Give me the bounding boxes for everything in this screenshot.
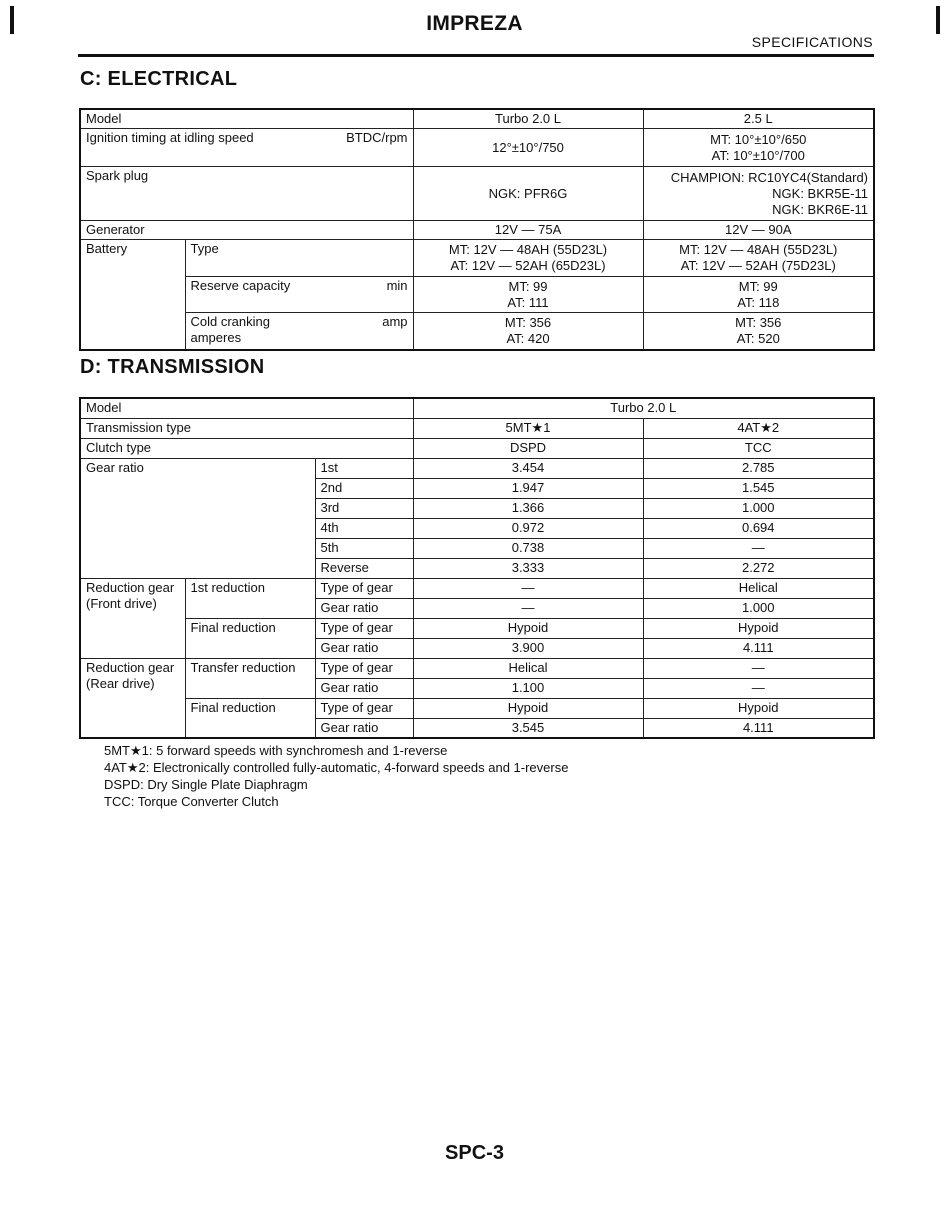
row-at: 1.000	[643, 598, 874, 618]
electrical-section-title: C: ELECTRICAL	[80, 68, 238, 90]
row-mt: Hypoid	[413, 698, 643, 718]
row-at: Hypoid	[643, 618, 874, 638]
gear-name: 1st	[315, 458, 413, 478]
row-at: Helical	[643, 578, 874, 598]
transmission-spec-table	[79, 397, 875, 739]
front-drive-label-2: (Front drive)	[86, 595, 157, 611]
reserve-turbo-at: AT: 111	[507, 294, 549, 310]
row-mt: 3.545	[413, 718, 643, 738]
battery-type-turbo-at: AT: 12V — 52AH (65D23L)	[450, 258, 606, 273]
model-turbo: Turbo 2.0 L	[413, 109, 643, 129]
cranking-na-at: AT: 520	[736, 330, 780, 346]
gear-at: 1.545	[643, 478, 874, 498]
ignition-label	[80, 129, 413, 167]
row-at: 4.111	[643, 718, 874, 738]
table-row	[80, 167, 874, 221]
cranking-turbo-mt: MT: 356	[504, 314, 552, 330]
clutch-type-at: TCC	[643, 438, 874, 458]
battery-type-na	[643, 240, 874, 277]
table-row	[80, 109, 874, 129]
battery-type-na-mt: MT: 12V — 48AH (55D23L)	[679, 242, 838, 257]
gear-at: 2.272	[643, 558, 874, 578]
row-mt: —	[413, 598, 643, 618]
spark-plug-turbo: NGK: PFR6G	[413, 167, 643, 221]
row-name: Gear ratio	[315, 678, 413, 698]
table-row	[80, 277, 874, 313]
front-drive-label	[80, 578, 185, 658]
battery-label: Battery	[80, 240, 185, 350]
table-row	[80, 221, 874, 240]
row-name: Type of gear	[315, 618, 413, 638]
cranking-na-mt: MT: 356	[735, 314, 782, 330]
reserve-capacity-unit: min	[386, 278, 408, 293]
table-row	[80, 618, 874, 638]
spark-plug-na-ngk-2: NGK: BKR6E-11	[772, 201, 869, 217]
footnote: DSPD: Dry Single Plate Diaphragm	[104, 777, 308, 792]
ignition-na-mt: MT: 10°±10°/650	[710, 131, 807, 147]
row-at: 4.111	[643, 638, 874, 658]
header-rule	[78, 54, 874, 57]
row-name: Gear ratio	[315, 598, 413, 618]
front-final-reduction-label: Final reduction	[185, 618, 315, 658]
battery-type-turbo	[413, 240, 643, 277]
gear-name: Reverse	[315, 558, 413, 578]
row-name: Type of gear	[315, 698, 413, 718]
row-at: Hypoid	[643, 698, 874, 718]
row-name: Gear ratio	[315, 718, 413, 738]
rear-drive-label-1: Reduction gear	[86, 659, 175, 675]
row-mt: 3.900	[413, 638, 643, 658]
ignition-na	[643, 129, 874, 167]
document-title: IMPREZA	[426, 12, 523, 35]
table-row	[80, 398, 874, 418]
trans-type-mt: 5MT★1	[413, 418, 643, 438]
gear-mt: 0.972	[413, 518, 643, 538]
clutch-type-label: Clutch type	[80, 438, 413, 458]
ignition-text: Ignition timing at idling speed	[86, 130, 254, 145]
spark-plug-na-ngk-1: NGK: BKR5E-11	[772, 185, 869, 201]
gear-name: 4th	[315, 518, 413, 538]
cranking-turbo-at: AT: 420	[506, 330, 550, 346]
table-row	[80, 240, 874, 277]
table-row	[80, 578, 874, 598]
generator-na: 12V — 90A	[643, 221, 874, 240]
model-na: 2.5 L	[643, 109, 874, 129]
reserve-turbo-mt: MT: 99	[508, 278, 548, 294]
gear-mt: 1.366	[413, 498, 643, 518]
footnote: TCC: Torque Converter Clutch	[104, 794, 279, 809]
gear-mt: 3.454	[413, 458, 643, 478]
battery-type-na-at: AT: 12V — 52AH (75D23L)	[680, 258, 836, 273]
cold-cranking-unit: amp	[382, 314, 408, 329]
cold-cranking-text-2: amperes	[190, 330, 242, 345]
trans-type-at: 4AT★2	[643, 418, 874, 438]
trans-model-label: Model	[80, 398, 413, 418]
footnotes	[104, 742, 568, 810]
front-drive-label-1: Reduction gear	[86, 579, 175, 595]
front-first-reduction-label: 1st reduction	[185, 578, 315, 618]
reserve-capacity-turbo	[413, 277, 643, 313]
spark-plug-label: Spark plug	[80, 167, 413, 221]
gear-at: 2.785	[643, 458, 874, 478]
clutch-type-mt: DSPD	[413, 438, 643, 458]
table-row	[80, 698, 874, 718]
rear-drive-label	[80, 658, 185, 738]
battery-type-turbo-mt: MT: 12V — 48AH (55D23L)	[448, 242, 608, 257]
cold-cranking-label	[185, 313, 413, 350]
row-name: Gear ratio	[315, 638, 413, 658]
rear-final-reduction-label: Final reduction	[185, 698, 315, 738]
ignition-turbo: 12°±10°/750	[413, 129, 643, 167]
gear-name: 5th	[315, 538, 413, 558]
reserve-capacity-text: Reserve capacity	[190, 278, 291, 293]
gear-at: 0.694	[643, 518, 874, 538]
generator-label: Generator	[80, 221, 413, 240]
gear-at: —	[643, 538, 874, 558]
cold-cranking-turbo	[413, 313, 643, 350]
reserve-na-at: AT: 118	[737, 294, 780, 310]
table-row	[80, 438, 874, 458]
table-row	[80, 313, 874, 350]
row-mt: 1.100	[413, 678, 643, 698]
gear-at: 1.000	[643, 498, 874, 518]
battery-type-label: Type	[185, 240, 413, 277]
electrical-spec-table	[79, 108, 875, 351]
trans-model-value: Turbo 2.0 L	[413, 398, 874, 418]
ignition-na-at: AT: 10°±10°/700	[711, 147, 805, 163]
table-row	[80, 129, 874, 167]
cold-cranking-na	[643, 313, 874, 350]
reserve-na-mt: MT: 99	[738, 278, 778, 294]
rear-transfer-reduction-label: Transfer reduction	[185, 658, 315, 698]
model-label: Model	[80, 109, 413, 129]
gear-name: 2nd	[315, 478, 413, 498]
gear-mt: 1.947	[413, 478, 643, 498]
page-number: SPC-3	[445, 1142, 504, 1164]
gear-ratio-label: Gear ratio	[80, 458, 315, 578]
reserve-capacity-na	[643, 277, 874, 313]
reserve-capacity-label	[185, 277, 413, 313]
section-header: SPECIFICATIONS	[751, 34, 873, 50]
spark-plug-na-champion: CHAMPION: RC10YC4(Standard)	[670, 169, 869, 185]
footnote: 4AT★2: Electronically controlled fully-automatic, 4-forward speeds and 1-reverse	[104, 760, 569, 775]
ignition-unit: BTDC/rpm	[346, 130, 408, 145]
gear-name: 3rd	[315, 498, 413, 518]
row-name: Type of gear	[315, 578, 413, 598]
generator-turbo: 12V — 75A	[413, 221, 643, 240]
table-row	[80, 658, 874, 678]
transmission-section-title: D: TRANSMISSION	[80, 356, 265, 378]
rear-drive-label-2: (Rear drive)	[86, 675, 155, 691]
footnote: 5MT★1: 5 forward speeds with synchromesh and 1-reverse	[104, 743, 448, 758]
gear-mt: 0.738	[413, 538, 643, 558]
table-row	[80, 418, 874, 438]
row-name: Type of gear	[315, 658, 413, 678]
row-at: —	[643, 658, 874, 678]
spark-plug-na	[643, 167, 874, 221]
row-mt: —	[413, 578, 643, 598]
row-mt: Helical	[413, 658, 643, 678]
cold-cranking-text-1: Cold cranking	[190, 314, 270, 329]
gear-mt: 3.333	[413, 558, 643, 578]
table-row	[80, 458, 874, 478]
row-mt: Hypoid	[413, 618, 643, 638]
trans-type-label: Transmission type	[80, 418, 413, 438]
row-at: —	[643, 678, 874, 698]
